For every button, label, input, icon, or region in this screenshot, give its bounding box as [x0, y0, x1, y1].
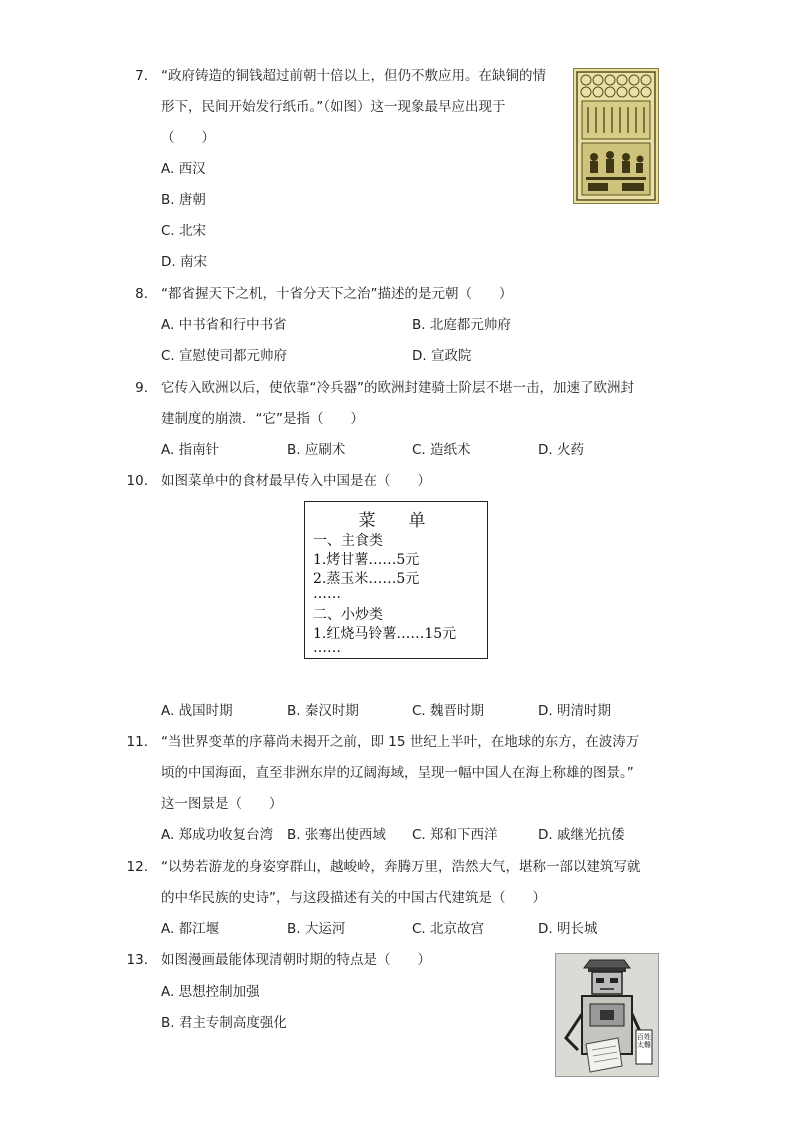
- q9-option-d[interactable]: D. 火药: [538, 442, 584, 458]
- q9-option-c[interactable]: C. 造纸术: [412, 442, 471, 458]
- banknote-illustration: [574, 69, 658, 203]
- menu-line: 1.烤甘薯……5元: [313, 552, 420, 568]
- q8-option-d[interactable]: D. 宣政院: [412, 348, 472, 364]
- q11-number: 11.: [126, 734, 148, 750]
- q9-option-a[interactable]: A. 指南针: [161, 442, 220, 458]
- menu-line: 二、小炒类: [313, 607, 383, 623]
- q10-number: 10.: [126, 473, 148, 489]
- menu-line: 1.红烧马铃薯……15元: [313, 626, 457, 642]
- menu-line: 一、主食类: [313, 533, 383, 549]
- q10-option-b[interactable]: B. 秦汉时期: [287, 703, 359, 719]
- q7-option-b[interactable]: B. 唐朝: [161, 192, 206, 208]
- q10-option-a[interactable]: A. 战国时期: [161, 703, 233, 719]
- cartoon-label: 百姓太難: [637, 1033, 651, 1049]
- q11-option-b[interactable]: B. 张骞出使西域: [287, 827, 386, 843]
- q11-stem-line2: 顷的中国海面，直至非洲东岸的辽阔海域，呈现一幅中国人在海上称雄的图景。”: [161, 765, 634, 781]
- q7-stem-line3: （ ）: [161, 130, 215, 146]
- q12-option-b[interactable]: B. 大运河: [287, 921, 346, 937]
- q12-option-d[interactable]: D. 明长城: [538, 921, 598, 937]
- q11-stem-line3: 这一图景是（ ）: [161, 796, 283, 812]
- q8-number: 8.: [135, 286, 148, 302]
- q8-option-a[interactable]: A. 中书省和行中书省: [161, 317, 287, 333]
- q9-stem-line1: 它传入欧洲以后，使依靠“冷兵器”的欧洲封建骑士阶层不堪一击，加速了欧洲封: [161, 380, 634, 396]
- banknote-image: [573, 68, 659, 204]
- q7-option-a[interactable]: A. 西汉: [161, 161, 206, 177]
- menu-line: 2.蒸玉米……5元: [313, 571, 420, 587]
- q13-number: 13.: [126, 952, 148, 968]
- q8-option-b[interactable]: B. 北庭都元帅府: [412, 317, 511, 333]
- q9-stem-line2: 建制度的崩溃．“它”是指（ ）: [161, 411, 364, 427]
- menu-figure: [304, 501, 488, 659]
- q9-option-b[interactable]: B. 应刷术: [287, 442, 346, 458]
- q12-stem-line2: 的中华民族的史诗”，与这段描述有关的中国古代建筑是（ ）: [161, 890, 546, 906]
- q13-stem-line1: 如图漫画最能体现清朝时期的特点是（ ）: [161, 952, 431, 968]
- q11-option-a[interactable]: A. 郑成功收复台湾: [161, 827, 274, 843]
- q12-option-a[interactable]: A. 都江堰: [161, 921, 220, 937]
- q10-stem-line1: 如图菜单中的食材最早传入中国是在（ ）: [161, 473, 431, 489]
- cartoon-image: [555, 953, 659, 1077]
- q7-stem-line2: 形下，民间开始发行纸币。”（如图）这一现象最早应出现于: [161, 99, 506, 115]
- q11-option-c[interactable]: C. 郑和下西洋: [412, 827, 498, 843]
- menu-line: ……: [313, 586, 341, 602]
- q11-option-d[interactable]: D. 戚继光抗倭: [538, 827, 625, 843]
- q11-stem-line1: “当世界变革的序幕尚未揭开之前，即 15 世纪上半叶，在地球的东方，在波涛万: [161, 734, 640, 750]
- q10-option-d[interactable]: D. 明清时期: [538, 703, 611, 719]
- cartoon-illustration: [556, 954, 658, 1076]
- q12-option-c[interactable]: C. 北京故宫: [412, 921, 485, 937]
- q7-option-d[interactable]: D. 南宋: [161, 254, 207, 270]
- q7-option-c[interactable]: C. 北宋: [161, 223, 207, 239]
- q7-stem-line1: “政府铸造的铜钱超过前朝十倍以上，但仍不敷应用。在缺铜的情: [161, 68, 546, 84]
- q10-option-c[interactable]: C. 魏晋时期: [412, 703, 485, 719]
- q9-number: 9.: [135, 380, 148, 396]
- q12-stem-line1: “以势若游龙的身姿穿群山，越峻岭，奔腾万里，浩然大气，堪称一部以建筑写就: [161, 859, 641, 875]
- menu-title: 菜 单: [358, 511, 434, 531]
- q7-number: 7.: [135, 68, 148, 84]
- menu-line: ……: [313, 640, 341, 656]
- q12-number: 12.: [126, 859, 148, 875]
- q8-option-c[interactable]: C. 宣慰使司都元帅府: [161, 348, 288, 364]
- q13-option-a[interactable]: A. 思想控制加强: [161, 984, 260, 1000]
- q13-option-b[interactable]: B. 君主专制高度强化: [161, 1015, 287, 1031]
- q8-stem-line1: “都省握天下之机，十省分天下之治”描述的是元朝（ ）: [161, 286, 513, 302]
